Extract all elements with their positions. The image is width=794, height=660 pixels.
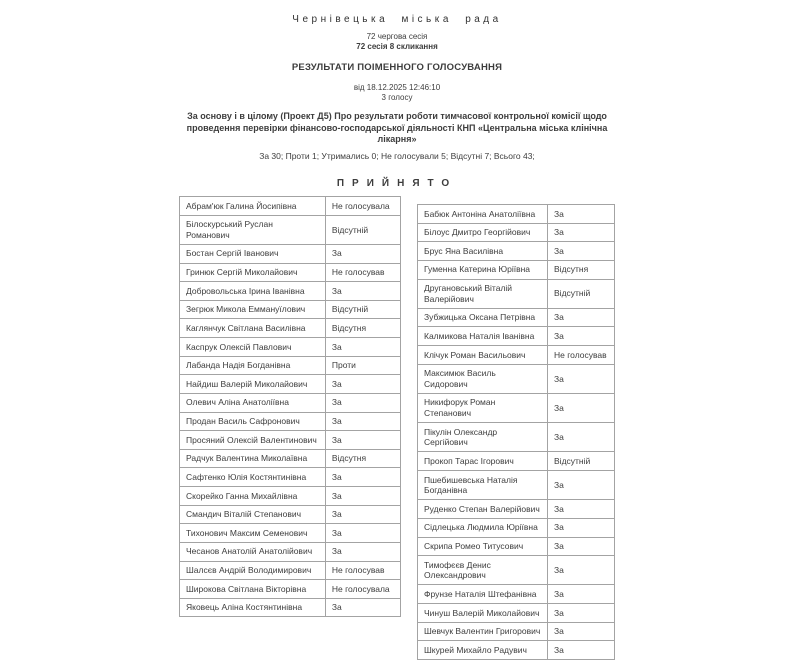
table-row xyxy=(418,393,615,422)
voting-tables xyxy=(179,196,615,660)
vote-value: За xyxy=(325,598,400,617)
deputy-name: Каспрук Олексій Павлович xyxy=(180,338,326,357)
voting-table-right xyxy=(417,204,615,660)
table-row xyxy=(180,375,401,394)
table-row xyxy=(418,556,615,585)
table-row xyxy=(180,263,401,282)
vote-value: За xyxy=(548,556,615,585)
vote-value: За xyxy=(325,542,400,561)
table-row xyxy=(180,215,401,244)
table-row xyxy=(180,197,401,216)
deputy-name: Просяний Олексій Валентинович xyxy=(180,431,326,450)
table-row xyxy=(418,622,615,641)
vote-value: За xyxy=(548,518,615,537)
deputy-name: Гринюк Сергій Миколайович xyxy=(180,263,326,282)
deputy-name: Сідлецька Людмила Юріївна xyxy=(418,518,548,537)
deputy-name: Радчук Валентина Миколаївна xyxy=(180,449,326,468)
vote-value: За xyxy=(325,431,400,450)
table-row xyxy=(180,449,401,468)
deputy-name: Тихонович Максим Семенович xyxy=(180,524,326,543)
deputy-name: Руденко Степан Валерійович xyxy=(418,500,548,519)
vote-value: За xyxy=(548,205,615,224)
table-row xyxy=(180,300,401,319)
session-line-1: 72 чергова сесія xyxy=(366,32,428,41)
table-row xyxy=(180,356,401,375)
table-row xyxy=(418,279,615,308)
deputy-name: Абрам'юк Галина Йосипівна xyxy=(180,197,326,216)
voting-table-left xyxy=(179,196,401,617)
vote-value: Не голосував xyxy=(325,561,400,580)
deputy-name: Добровольська Ірина Іванівна xyxy=(180,282,326,301)
vote-value: За xyxy=(325,244,400,263)
vote-summary: За 30; Проти 1; Утримались 0; Не голосували 5; Відсутні 7; Всього 43; xyxy=(259,151,535,162)
question-text: За основу і в цілому (Проект Д5) Про результати роботи тимчасової контрольної комісії щодо проведення перевірки фінансово-господарської діяльності КНП «Центральна міська клінічна лікарня» xyxy=(186,111,608,145)
deputy-name: Фрунзе Наталія Штефанівна xyxy=(418,585,548,604)
table-row xyxy=(180,580,401,599)
vote-value: За xyxy=(548,223,615,242)
vote-value: Не голосувала xyxy=(325,580,400,599)
vote-value: За xyxy=(548,604,615,623)
vote-number: 3 голосу xyxy=(381,93,413,102)
table-row xyxy=(418,604,615,623)
vote-value: Відсутня xyxy=(548,260,615,279)
table-row xyxy=(418,471,615,500)
deputy-name: Продан Василь Сафронович xyxy=(180,412,326,431)
table-row xyxy=(418,223,615,242)
vote-value: За xyxy=(325,505,400,524)
table-row xyxy=(180,282,401,301)
vote-value: За xyxy=(325,393,400,412)
vote-value: За xyxy=(548,641,615,660)
table-row xyxy=(418,641,615,660)
deputy-name: Широкова Світлана Вікторівна xyxy=(180,580,326,599)
deputy-name: Зубжицька Оксана Петрівна xyxy=(418,308,548,327)
vote-value: За xyxy=(325,375,400,394)
deputy-name: Максимюк Василь Сидорович xyxy=(418,364,548,393)
vote-value: Відсутній xyxy=(325,215,400,244)
deputy-name: Смандич Віталій Степанович xyxy=(180,505,326,524)
vote-value: За xyxy=(325,338,400,357)
table-row xyxy=(418,537,615,556)
deputy-name: Яковець Аліна Костянтинівна xyxy=(180,598,326,617)
table-row xyxy=(418,327,615,346)
deputy-name: Білоус Дмитро Георгійович xyxy=(418,223,548,242)
deputy-name: Шалсєв Андрій Володимирович xyxy=(180,561,326,580)
table-row xyxy=(418,346,615,365)
table-row xyxy=(418,260,615,279)
deputy-name: Чинуш Валерій Миколайович xyxy=(418,604,548,623)
table-row xyxy=(418,423,615,452)
deputy-name: Шкурей Михайло Радувич xyxy=(418,641,548,660)
table-row xyxy=(180,431,401,450)
vote-value: Відсутня xyxy=(325,319,400,338)
table-row xyxy=(180,524,401,543)
deputy-name: Сафтенко Юлія Костянтинівна xyxy=(180,468,326,487)
report-title: РЕЗУЛЬТАТИ ПОІМЕННОГО ГОЛОСУВАННЯ xyxy=(291,62,503,73)
vote-value: За xyxy=(548,364,615,393)
table-row xyxy=(418,452,615,471)
deputy-name: Зегрюк Микола Еммануїлович xyxy=(180,300,326,319)
vote-value: Відсутня xyxy=(325,449,400,468)
table-row xyxy=(418,308,615,327)
vote-value: За xyxy=(548,423,615,452)
vote-value: За xyxy=(325,468,400,487)
deputy-name: Бостан Сергій Іванович xyxy=(180,244,326,263)
deputy-name: Олевич Аліна Анатоліївна xyxy=(180,393,326,412)
deputy-name: Бабюк Антоніна Анатоліївна xyxy=(418,205,548,224)
table-row xyxy=(180,412,401,431)
vote-value: За xyxy=(548,622,615,641)
vote-value: Не голосував xyxy=(325,263,400,282)
deputy-name: Тимофєєв Денис Олександрович xyxy=(418,556,548,585)
vote-value: За xyxy=(548,585,615,604)
council-name: Чернівецька міська рада xyxy=(292,14,502,25)
deputy-name: Гуменна Катерина Юріївна xyxy=(418,260,548,279)
deputy-name: Никифорук Роман Степанович xyxy=(418,393,548,422)
vote-value: За xyxy=(548,393,615,422)
deputy-name: Брус Яна Василівна xyxy=(418,242,548,261)
table-row xyxy=(180,468,401,487)
table-row xyxy=(180,561,401,580)
vote-value: За xyxy=(325,282,400,301)
vote-value: За xyxy=(548,242,615,261)
decision-status: ПРИЙНЯТО xyxy=(336,178,458,190)
deputy-name: Скрипа Ромео Титусович xyxy=(418,537,548,556)
deputy-name: Калмикова Наталія Іванівна xyxy=(418,327,548,346)
deputy-name: Пікулін Олександр Сергійович xyxy=(418,423,548,452)
table-row xyxy=(180,542,401,561)
vote-value: Відсутній xyxy=(325,300,400,319)
deputy-name: Клічук Роман Васильович xyxy=(418,346,548,365)
table-row xyxy=(418,242,615,261)
vote-value: Не голосувала xyxy=(325,197,400,216)
table-row xyxy=(418,518,615,537)
table-row xyxy=(418,585,615,604)
deputy-name: Скорейко Ганна Михайлівна xyxy=(180,487,326,506)
deputy-name: Пшебишевська Наталія Богданівна xyxy=(418,471,548,500)
vote-value: За xyxy=(548,327,615,346)
table-row xyxy=(180,319,401,338)
vote-value: Відсутній xyxy=(548,452,615,471)
deputy-name: Чесанов Анатолій Анатолійович xyxy=(180,542,326,561)
vote-value: Відсутній xyxy=(548,279,615,308)
table-row xyxy=(180,338,401,357)
session-line-2: 72 сесія 8 скликання xyxy=(356,42,438,51)
vote-value: За xyxy=(325,487,400,506)
vote-value: За xyxy=(325,524,400,543)
table-row xyxy=(418,205,615,224)
deputy-name: Найдиш Валерій Миколайович xyxy=(180,375,326,394)
vote-value: За xyxy=(548,471,615,500)
table-row xyxy=(180,598,401,617)
vote-value: За xyxy=(325,412,400,431)
deputy-name: Каглянчук Світлана Василівна xyxy=(180,319,326,338)
vote-value: За xyxy=(548,537,615,556)
vote-value: За xyxy=(548,308,615,327)
vote-value: Проти xyxy=(325,356,400,375)
deputy-name: Другановський Віталій Валерійович xyxy=(418,279,548,308)
vote-value: За xyxy=(548,500,615,519)
table-row xyxy=(180,487,401,506)
deputy-name: Лабанда Надія Богданівна xyxy=(180,356,326,375)
table-row xyxy=(180,393,401,412)
table-row xyxy=(180,244,401,263)
deputy-name: Білоскурський Руслан Романович xyxy=(180,215,326,244)
vote-value: Не голосував xyxy=(548,346,615,365)
deputy-name: Шевчук Валентин Григорович xyxy=(418,622,548,641)
table-row xyxy=(180,505,401,524)
table-row xyxy=(418,364,615,393)
deputy-name: Прокоп Тарас Ігорович xyxy=(418,452,548,471)
report-datetime: від 18.12.2025 12:46:10 xyxy=(353,83,441,92)
table-row xyxy=(418,500,615,519)
